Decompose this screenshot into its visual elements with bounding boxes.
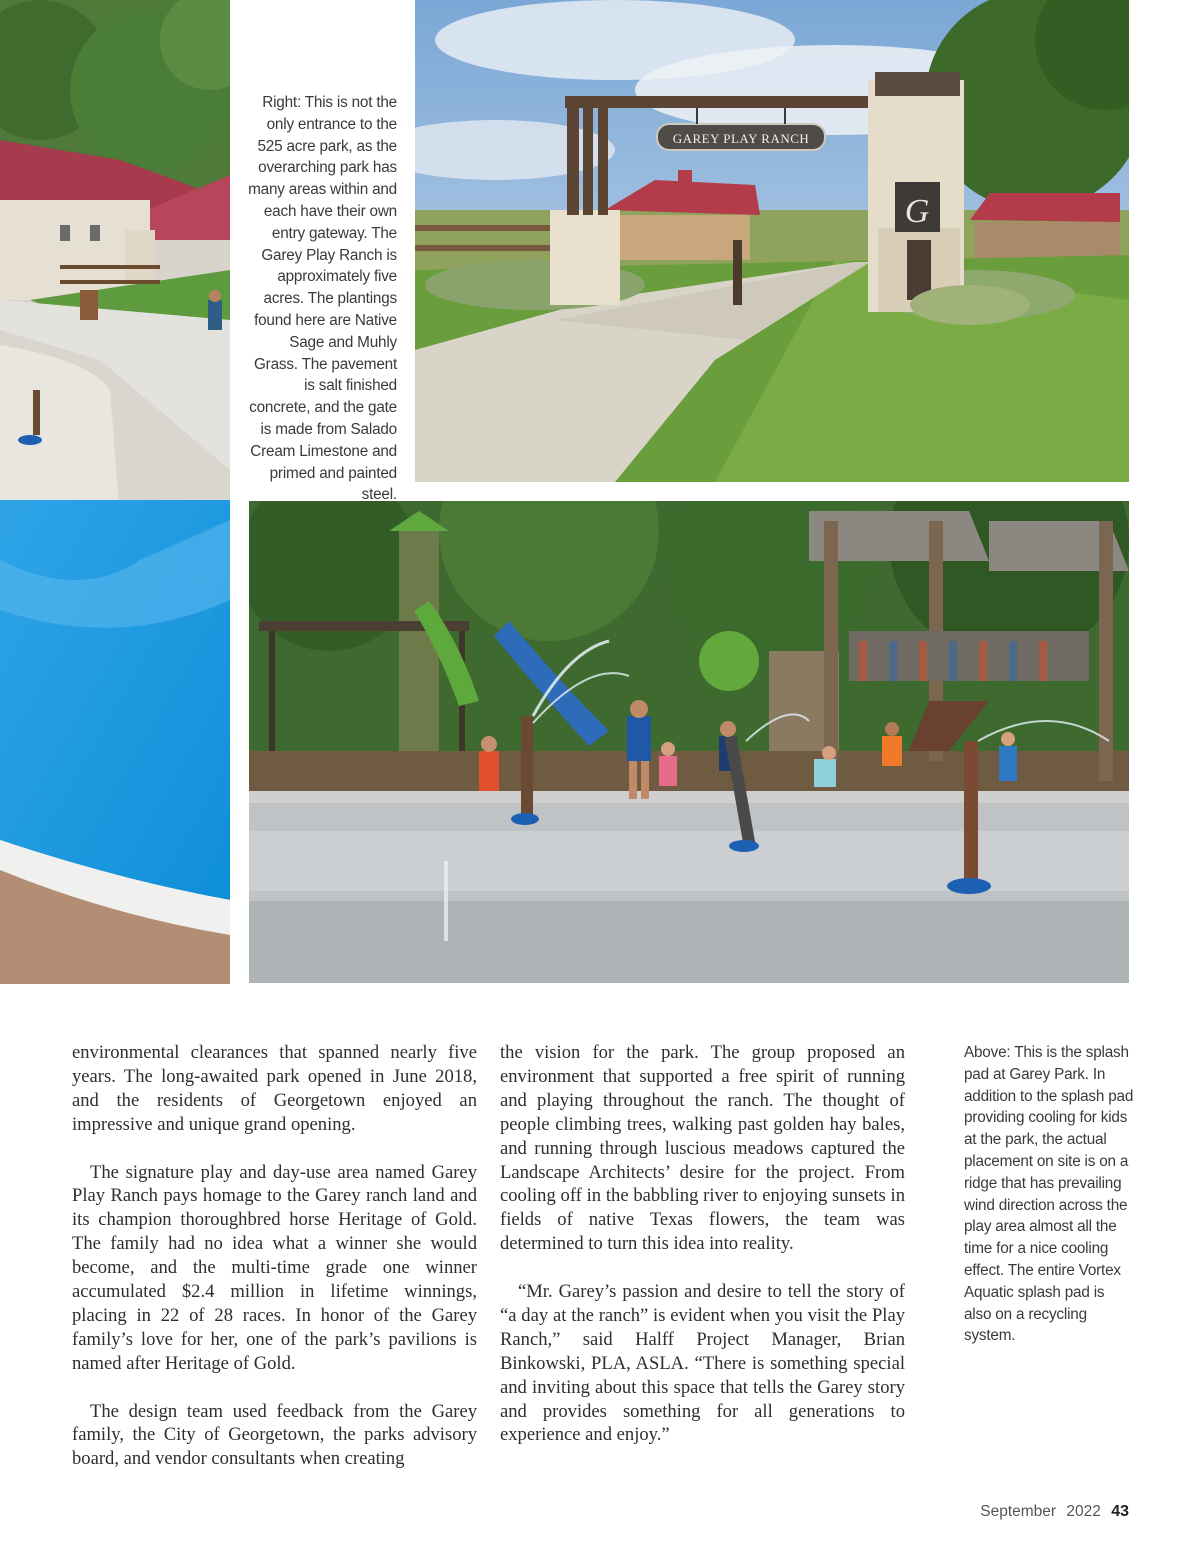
article-paragraph: The signature play and day-use area named Garey Play Ranch pays homage to the Garey ranch land and its champion thoroughbred horse Heritage of Gold. The family had no idea what a winner she would become, and the multi-time grade one winner accumulated $2.4 million in lifetime winnings, placing in 22 of 28 races. In honor of the Garey family’s love for her, one of the park’s pavilions is named after Heritage of Gold. (72, 1161, 477, 1374)
pavilion-pool-illustration (0, 0, 230, 984)
entrance-gate-illustration (415, 0, 1129, 482)
pavilion-pool-photo (0, 0, 230, 984)
article-column-1 (72, 1041, 477, 1471)
folio-month: September (980, 1503, 1057, 1520)
photo-caption-right: Right: This is not the only entrance to the 525 acre park, as the overarching park has many areas within and each have their own entry gateway. The Garey Play Ranch is approximately five acres. The plantings found here are Native Sage and Muhly Grass. The pavement is salt finished concrete, and the gate is made from Salado Cream Limestone and primed and painted steel. (248, 94, 397, 504)
page-number: 43 (1111, 1503, 1129, 1520)
folio-year: 2022 (1066, 1503, 1101, 1520)
page-folio (974, 1503, 1129, 1521)
entrance-gate-photo (415, 0, 1129, 482)
article-column-2 (500, 1041, 905, 1447)
article-paragraph: environmental clearances that spanned nearly five years. The long-awaited park opened in June 2018, and the residents of Georgetown enjoyed an impressive and unique grand opening. (72, 1042, 477, 1135)
article-paragraph: “Mr. Garey’s passion and desire to tell the story of “a day at the ranch” is evident when you visit the Play Ranch,” said Halff Project Manager, Brian Binkowski, PLA, ASLA. “There is something special and inviting about this space that tells the Garey story and provides something for all generations to experience and enjoy.” (500, 1281, 905, 1446)
monogram-letter: G (904, 193, 930, 230)
splash-pad-photo (249, 501, 1129, 983)
article-paragraph: the vision for the park. The group proposed an environment that supported a free spirit of running and playing throughout the ranch. The thought of people climbing trees, walking past golden hay bales, and running through luscious meadows captured the Landscape Architects’ desire for the project. From cooling off in the babbling river to enjoying sunsets in fields of native Texas flowers, the team was determined to turn this idea into reality. (500, 1042, 905, 1255)
ranch-sign-text: GAREY PLAY RANCH (672, 131, 810, 146)
article-paragraph: The design team used feedback from the Garey family, the City of Georgetown, the parks advisory board, and vendor consultants when creating (72, 1400, 477, 1470)
photo-caption-above: Above: This is the splash pad at Garey Park. In addition to the splash pad providing cooling for kids at the park, the actual placement on site is on a ridge that has prevailing wind direction across the play area almost all the time for a nice cooling effect. The entire Vortex Aquatic splash pad is also on a recycling system. (964, 1044, 1134, 1345)
splash-pad-illustration (249, 501, 1129, 983)
